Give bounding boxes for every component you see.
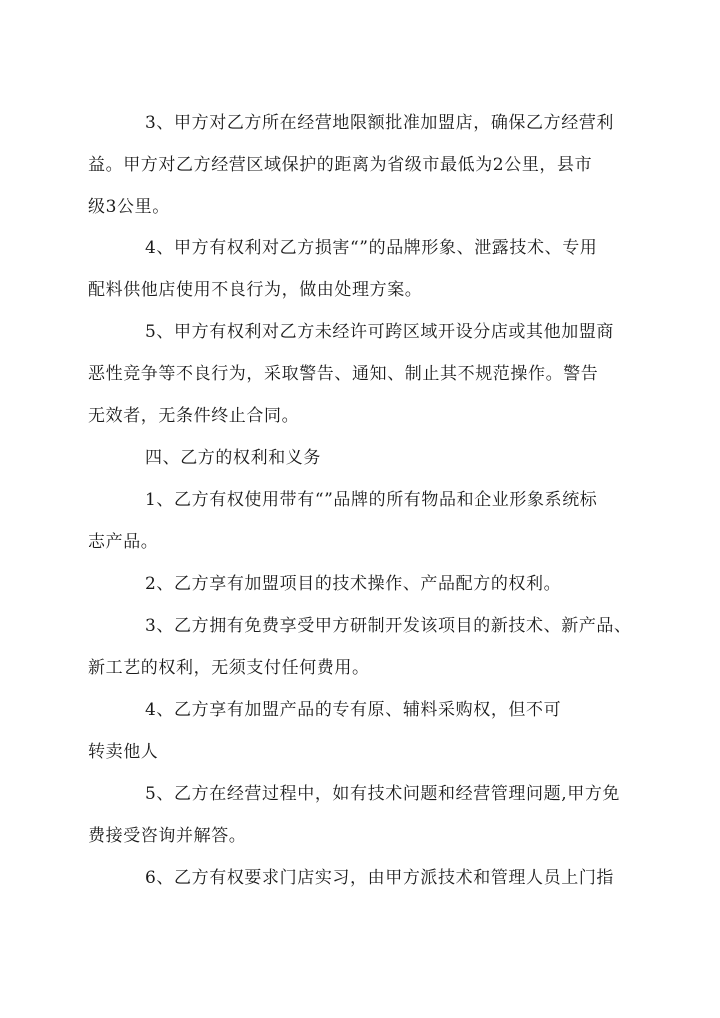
section-heading-4: 四、乙方的权利和义务 (145, 448, 321, 468)
right-2-line-1: 2、乙方享有加盟项目的技术操作、产品配方的权利。 (145, 574, 562, 594)
right-1-line-2: 志产品。 (88, 532, 159, 552)
right-4-line-2: 转卖他人 (88, 742, 159, 762)
right-3-line-1: 3、乙方拥有免费享受甲方研制开发该项目的新技术、新产品、 (145, 616, 632, 636)
right-3-line-2: 新工艺的权利，无须支付任何费用。 (88, 658, 370, 678)
clause-4-line-1: 4、甲方有权利对乙方损害“”的品牌形象、泄露技术、专用 (145, 238, 598, 258)
clause-3-line-1: 3、甲方对乙方所在经营地限额批准加盟店，确保乙方经营利 (145, 113, 615, 133)
right-5-line-1: 5、乙方在经营过程中，如有技术问题和经营管理问题,甲方免 (145, 784, 621, 804)
right-1-line-1: 1、乙方有权使用带有“”品牌的所有物品和企业形象系统标 (145, 490, 598, 510)
right-4-line-1: 4、乙方享有加盟产品的专有原、辅料采购权，但不可 (145, 700, 562, 720)
clause-4-line-2: 配料供他店使用不良行为，做由处理方案。 (88, 280, 423, 300)
right-6-line-1: 6、乙方有权要求门店实习，由甲方派技术和管理人员上门指 (145, 868, 615, 888)
clause-5-line-1: 5、甲方有权利对乙方未经许可跨区域开设分店或其他加盟商 (145, 322, 615, 342)
clause-3-line-3: 级3公里。 (88, 197, 170, 217)
clause-5-line-2: 恶性竞争等不良行为，采取警告、通知、制止其不规范操作。警告 (88, 364, 599, 384)
clause-5-line-3: 无效者，无条件终止合同。 (88, 406, 300, 426)
clause-3-line-2: 益。甲方对乙方经营区域保护的距离为省级市最低为2公里，县市 (88, 155, 593, 175)
right-5-line-2: 费接受咨询并解答。 (88, 826, 247, 846)
